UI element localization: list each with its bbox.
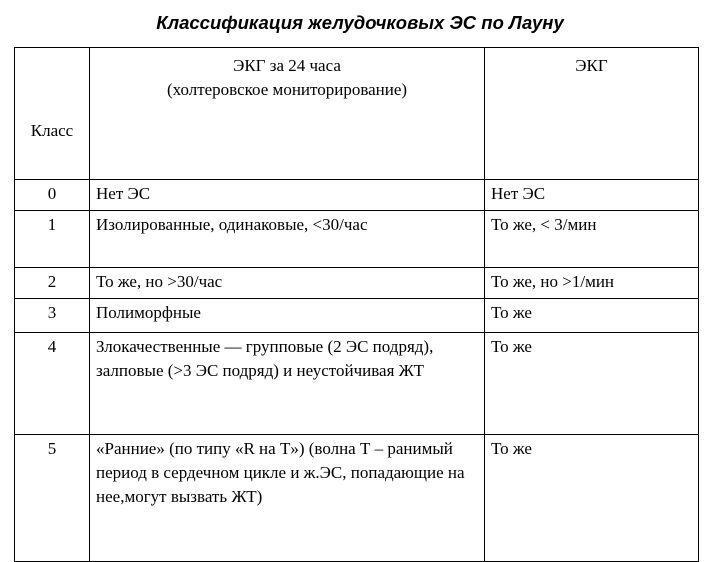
row-ekg: Нет ЭС [485,180,699,211]
row-class: 0 [15,180,90,211]
lown-classification-table [14,47,699,562]
row-holter: Полиморфные [90,299,485,333]
row-holter: Злокачественные — групповые (2 ЭС подряд), залповые (>3 ЭС подряд) и неустойчивая ЖТ [90,333,485,435]
row-ekg: То же [485,333,699,435]
row-class: 5 [15,435,90,562]
row-class: 1 [15,211,90,268]
table-row [15,299,699,333]
row-ekg: То же [485,435,699,562]
table-row [15,333,699,435]
row-holter: Нет ЭС [90,180,485,211]
row-ekg: То же, но >1/мин [485,268,699,299]
header-holter-line1: ЭКГ за 24 часа [233,56,341,75]
row-class: 4 [15,333,90,435]
header-holter [90,48,485,180]
table-row [15,435,699,562]
table-row [15,268,699,299]
row-class: 2 [15,268,90,299]
row-holter: «Ранние» (по типу «R на T») (волна Т – ранимый период в сердечном цикле и ж.ЭС, попадающие на нее,могут вызвать ЖТ) [90,435,485,562]
row-ekg: То же, < 3/мин [485,211,699,268]
table-header-row [15,48,699,180]
header-holter-line2: (холтеровское мониторирование) [166,80,408,99]
row-class: 3 [15,299,90,333]
row-ekg: То же [485,299,699,333]
page-title: Классификация желудочковых ЭС по Лауну [156,12,564,33]
row-holter: То же, но >30/час [90,268,485,299]
row-holter: Изолированные, одинаковые, <30/час [90,211,485,268]
header-ekg: ЭКГ [485,48,699,180]
table-row [15,180,699,211]
header-class: Класс [15,48,90,180]
table-row [15,211,699,268]
